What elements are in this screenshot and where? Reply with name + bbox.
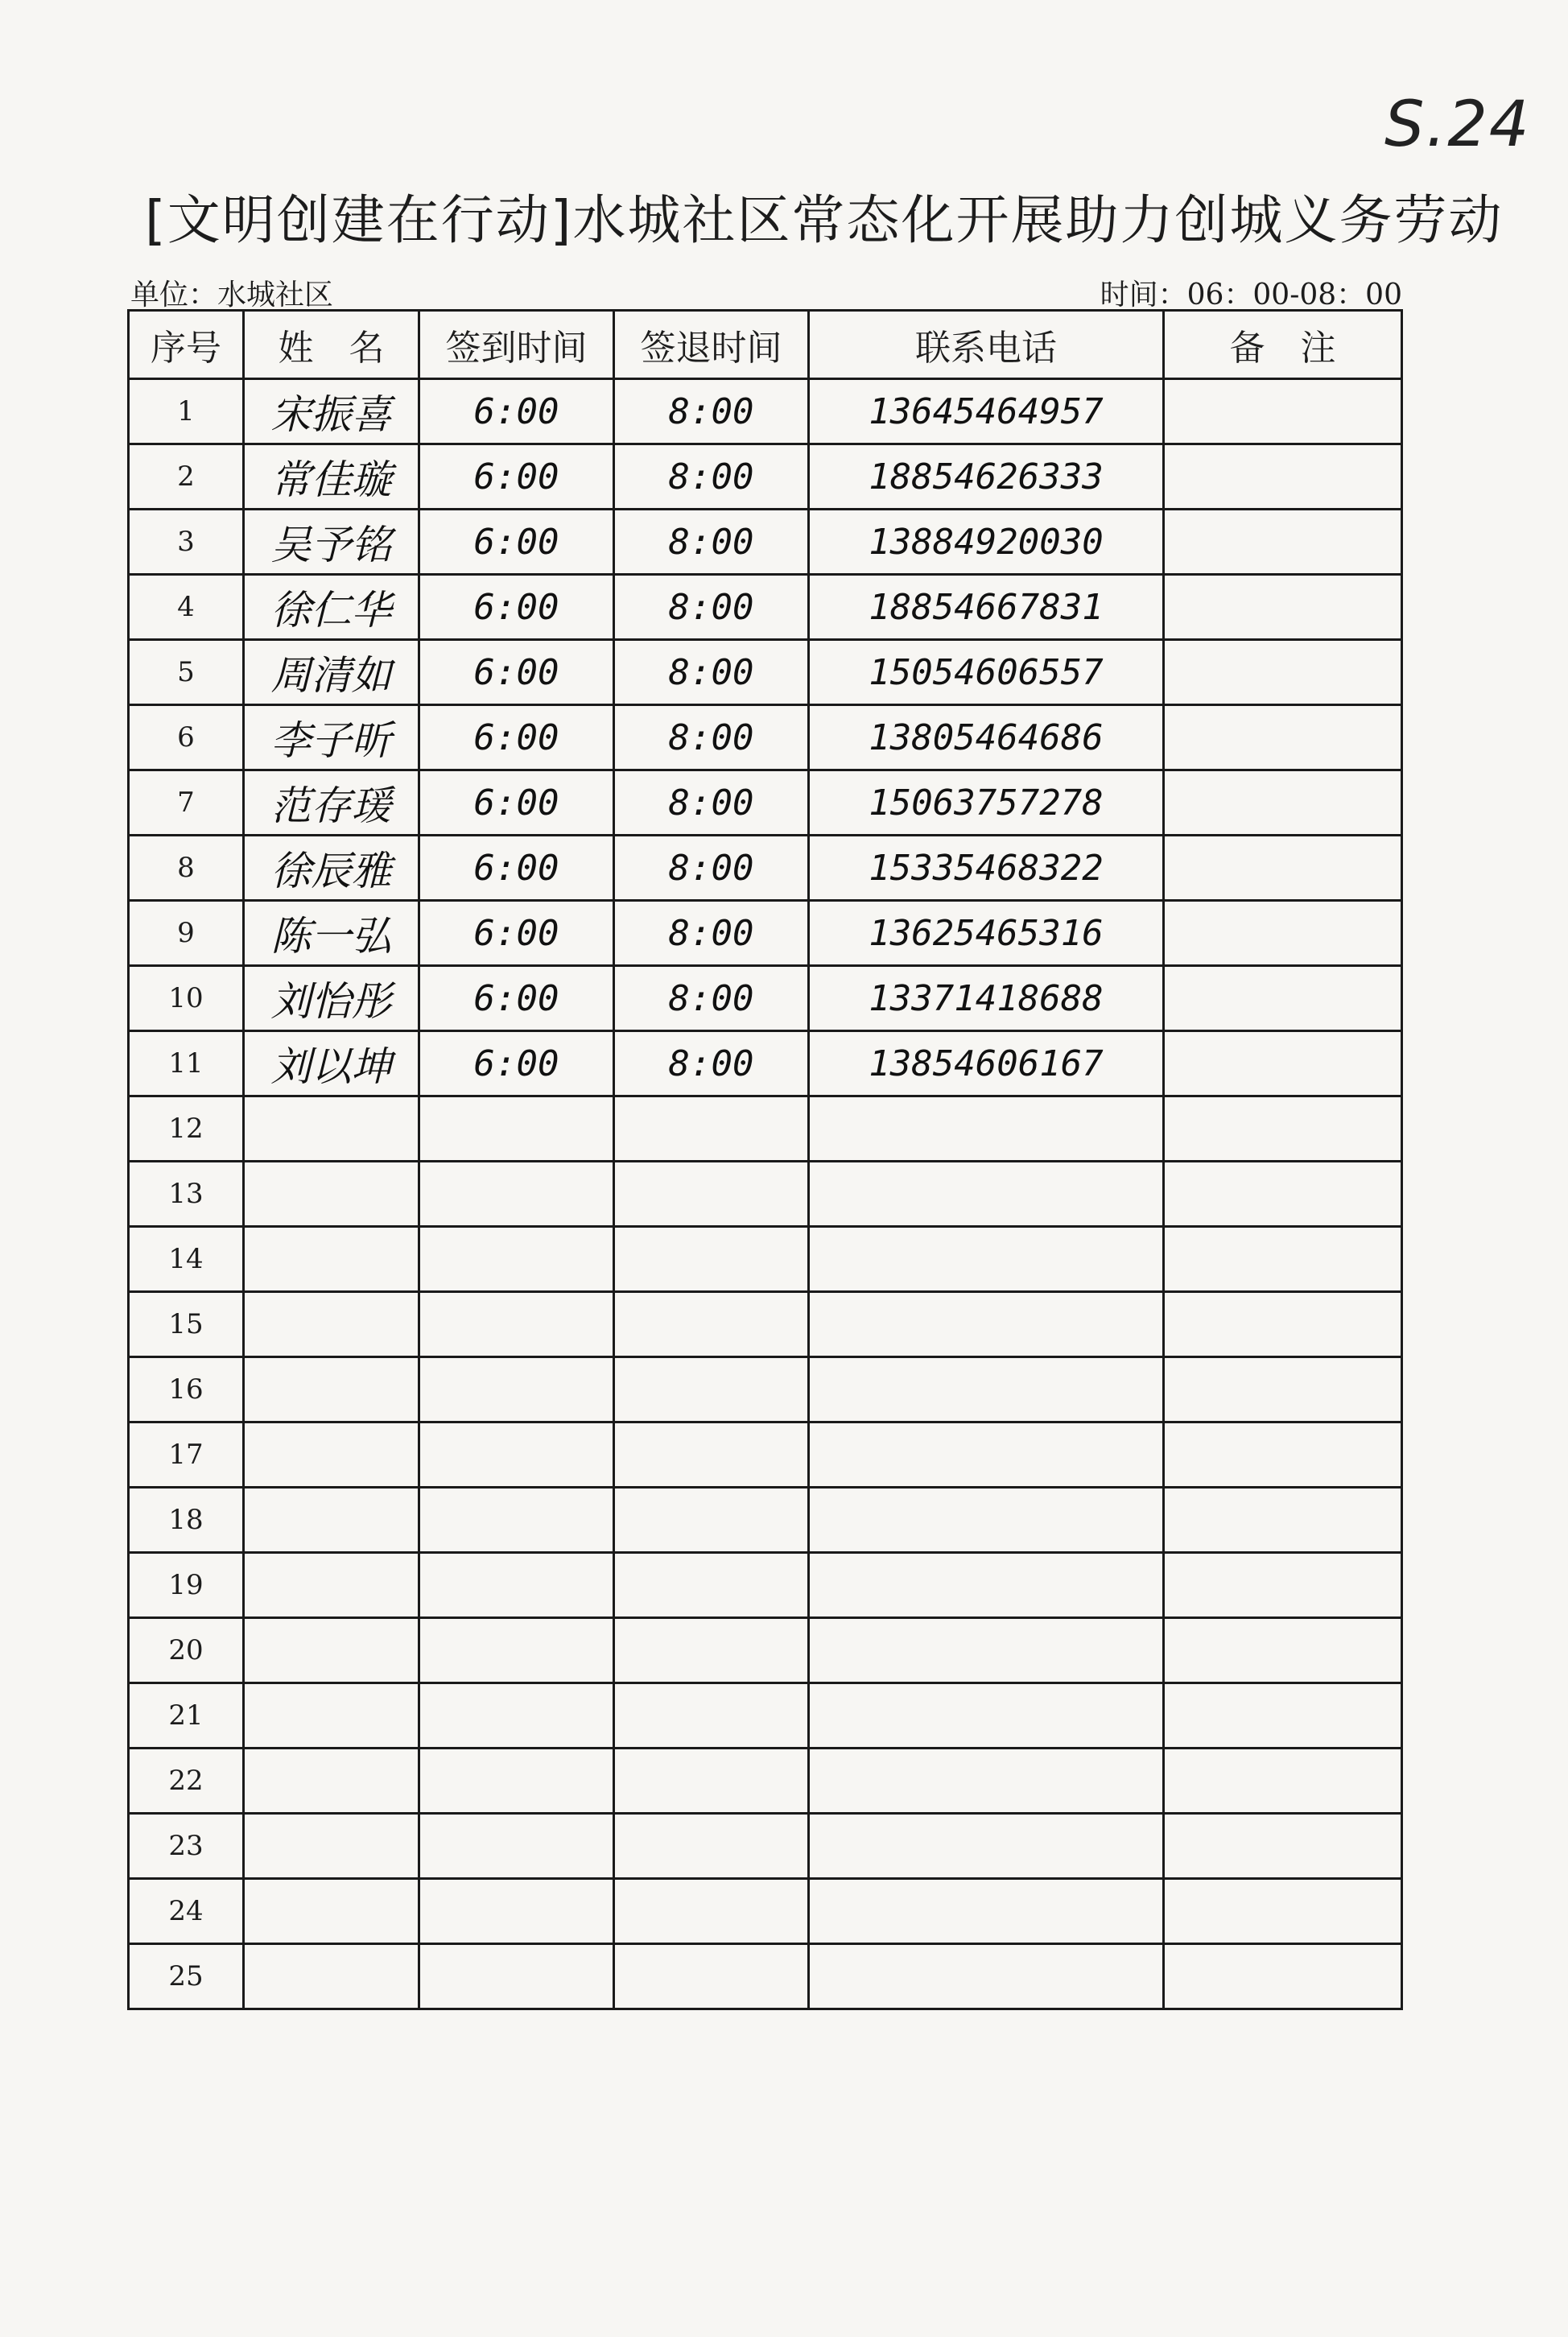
row-sign-out xyxy=(614,1227,809,1292)
row-index: 24 xyxy=(129,1879,244,1944)
row-note xyxy=(1164,1422,1402,1488)
header-note: 备 注 xyxy=(1164,311,1402,379)
row-sign-in xyxy=(419,1553,614,1618)
row-sign-in: 6:00 xyxy=(419,379,614,444)
row-name xyxy=(244,1096,419,1162)
row-phone: 18854626333 xyxy=(809,444,1164,510)
row-sign-out xyxy=(614,1096,809,1162)
row-sign-in xyxy=(419,1618,614,1683)
row-name xyxy=(244,1879,419,1944)
table-row xyxy=(129,1749,1402,1814)
row-sign-out xyxy=(614,1292,809,1357)
table-row xyxy=(129,1944,1402,2009)
table-row xyxy=(129,1292,1402,1357)
row-sign-in: 6:00 xyxy=(419,1031,614,1096)
row-sign-out: 8:00 xyxy=(614,966,809,1031)
table-row xyxy=(129,966,1402,1031)
row-phone: 13645464957 xyxy=(809,379,1164,444)
row-phone xyxy=(809,1227,1164,1292)
table-row xyxy=(129,1031,1402,1096)
row-phone xyxy=(809,1162,1164,1227)
row-sign-out xyxy=(614,1944,809,2009)
row-name: 李子昕 xyxy=(244,705,419,770)
row-phone: 15054606557 xyxy=(809,640,1164,705)
table-row xyxy=(129,1357,1402,1422)
table-row xyxy=(129,1096,1402,1162)
row-sign-out: 8:00 xyxy=(614,444,809,510)
row-note xyxy=(1164,1879,1402,1944)
row-name xyxy=(244,1944,419,2009)
row-note xyxy=(1164,1162,1402,1227)
row-phone: 18854667831 xyxy=(809,575,1164,640)
row-sign-in xyxy=(419,1357,614,1422)
attendance-table xyxy=(127,309,1403,2010)
row-note xyxy=(1164,1488,1402,1553)
row-name: 范存瑗 xyxy=(244,770,419,836)
row-sign-out xyxy=(614,1618,809,1683)
row-index: 15 xyxy=(129,1292,244,1357)
row-index: 22 xyxy=(129,1749,244,1814)
row-sign-in xyxy=(419,1096,614,1162)
row-index: 2 xyxy=(129,444,244,510)
row-phone xyxy=(809,1553,1164,1618)
table-body xyxy=(129,379,1402,2009)
header-sign-in: 签到时间 xyxy=(419,311,614,379)
row-note xyxy=(1164,1814,1402,1879)
row-note xyxy=(1164,1357,1402,1422)
row-phone xyxy=(809,1488,1164,1553)
row-note xyxy=(1164,444,1402,510)
row-name: 徐辰雅 xyxy=(244,836,419,901)
table-row xyxy=(129,770,1402,836)
table-row xyxy=(129,1879,1402,1944)
row-name: 刘以坤 xyxy=(244,1031,419,1096)
row-phone: 13805464686 xyxy=(809,705,1164,770)
row-sign-in: 6:00 xyxy=(419,770,614,836)
table-row xyxy=(129,1814,1402,1879)
row-name xyxy=(244,1683,419,1749)
row-index: 8 xyxy=(129,836,244,901)
row-sign-in xyxy=(419,1292,614,1357)
table-row xyxy=(129,640,1402,705)
header-name: 姓 名 xyxy=(244,311,419,379)
row-phone xyxy=(809,1814,1164,1879)
row-name xyxy=(244,1162,419,1227)
row-note xyxy=(1164,1227,1402,1292)
row-sign-in: 6:00 xyxy=(419,575,614,640)
table-row xyxy=(129,510,1402,575)
row-note xyxy=(1164,379,1402,444)
row-index: 25 xyxy=(129,1944,244,2009)
document-title: [文明创建在行动]水城社区常态化开展助力创城义务劳动 xyxy=(145,189,1504,251)
row-index: 17 xyxy=(129,1422,244,1488)
row-name xyxy=(244,1357,419,1422)
header-phone: 联系电话 xyxy=(809,311,1164,379)
row-name xyxy=(244,1292,419,1357)
row-phone: 13371418688 xyxy=(809,966,1164,1031)
row-phone: 13854606167 xyxy=(809,1031,1164,1096)
row-sign-in: 6:00 xyxy=(419,640,614,705)
table-row xyxy=(129,1162,1402,1227)
row-note xyxy=(1164,1031,1402,1096)
table-row xyxy=(129,705,1402,770)
row-sign-in xyxy=(419,1879,614,1944)
row-index: 20 xyxy=(129,1618,244,1683)
row-name: 陈一弘 xyxy=(244,901,419,966)
row-phone xyxy=(809,1422,1164,1488)
row-index: 21 xyxy=(129,1683,244,1749)
row-note xyxy=(1164,836,1402,901)
row-name xyxy=(244,1814,419,1879)
row-sign-in: 6:00 xyxy=(419,444,614,510)
page-number: S.24 xyxy=(1384,89,1531,161)
row-index: 14 xyxy=(129,1227,244,1292)
row-index: 16 xyxy=(129,1357,244,1422)
row-sign-in xyxy=(419,1749,614,1814)
table-row xyxy=(129,379,1402,444)
row-name xyxy=(244,1618,419,1683)
row-sign-in xyxy=(419,1488,614,1553)
row-name xyxy=(244,1422,419,1488)
row-sign-out: 8:00 xyxy=(614,640,809,705)
table-row xyxy=(129,1553,1402,1618)
row-sign-in xyxy=(419,1422,614,1488)
row-sign-out: 8:00 xyxy=(614,836,809,901)
row-index: 4 xyxy=(129,575,244,640)
row-sign-out xyxy=(614,1814,809,1879)
row-phone: 15063757278 xyxy=(809,770,1164,836)
row-sign-out xyxy=(614,1749,809,1814)
row-index: 18 xyxy=(129,1488,244,1553)
row-sign-out xyxy=(614,1162,809,1227)
row-sign-out xyxy=(614,1422,809,1488)
row-note xyxy=(1164,770,1402,836)
row-index: 11 xyxy=(129,1031,244,1096)
row-phone: 13884920030 xyxy=(809,510,1164,575)
row-phone xyxy=(809,1944,1164,2009)
row-index: 19 xyxy=(129,1553,244,1618)
row-phone xyxy=(809,1749,1164,1814)
row-note xyxy=(1164,966,1402,1031)
table-row xyxy=(129,901,1402,966)
row-sign-in xyxy=(419,1162,614,1227)
row-sign-in xyxy=(419,1814,614,1879)
row-phone: 15335468322 xyxy=(809,836,1164,901)
row-sign-in: 6:00 xyxy=(419,510,614,575)
row-sign-out xyxy=(614,1488,809,1553)
row-name: 吴予铭 xyxy=(244,510,419,575)
row-name: 徐仁华 xyxy=(244,575,419,640)
table-header-row xyxy=(129,311,1402,379)
row-phone xyxy=(809,1292,1164,1357)
row-index: 1 xyxy=(129,379,244,444)
row-sign-out: 8:00 xyxy=(614,575,809,640)
table-row xyxy=(129,1422,1402,1488)
row-sign-out: 8:00 xyxy=(614,770,809,836)
row-phone xyxy=(809,1879,1164,1944)
row-phone xyxy=(809,1357,1164,1422)
row-name: 刘怡彤 xyxy=(244,966,419,1031)
row-sign-in: 6:00 xyxy=(419,901,614,966)
row-index: 3 xyxy=(129,510,244,575)
row-note xyxy=(1164,1749,1402,1814)
table-row xyxy=(129,575,1402,640)
table-row xyxy=(129,444,1402,510)
row-name xyxy=(244,1749,419,1814)
row-index: 10 xyxy=(129,966,244,1031)
row-phone xyxy=(809,1683,1164,1749)
row-note xyxy=(1164,1683,1402,1749)
row-note xyxy=(1164,510,1402,575)
row-sign-out: 8:00 xyxy=(614,1031,809,1096)
row-phone: 13625465316 xyxy=(809,901,1164,966)
row-name xyxy=(244,1227,419,1292)
row-note xyxy=(1164,1944,1402,2009)
row-sign-out xyxy=(614,1553,809,1618)
row-sign-in: 6:00 xyxy=(419,705,614,770)
row-name: 宋振喜 xyxy=(244,379,419,444)
row-sign-in xyxy=(419,1683,614,1749)
row-sign-in xyxy=(419,1227,614,1292)
table-row xyxy=(129,1227,1402,1292)
row-note xyxy=(1164,1292,1402,1357)
row-note xyxy=(1164,1096,1402,1162)
row-sign-in: 6:00 xyxy=(419,966,614,1031)
row-index: 12 xyxy=(129,1096,244,1162)
table-row xyxy=(129,1683,1402,1749)
row-sign-out xyxy=(614,1357,809,1422)
table-row xyxy=(129,1488,1402,1553)
row-name: 常佳璇 xyxy=(244,444,419,510)
row-note xyxy=(1164,1618,1402,1683)
row-name xyxy=(244,1553,419,1618)
unit-label: 单位：水城社区 xyxy=(130,279,334,312)
row-sign-out: 8:00 xyxy=(614,705,809,770)
row-index: 5 xyxy=(129,640,244,705)
row-index: 23 xyxy=(129,1814,244,1879)
row-index: 6 xyxy=(129,705,244,770)
header-index: 序号 xyxy=(129,311,244,379)
row-sign-in xyxy=(419,1944,614,2009)
row-sign-out: 8:00 xyxy=(614,379,809,444)
row-note xyxy=(1164,901,1402,966)
row-index: 7 xyxy=(129,770,244,836)
table-row xyxy=(129,836,1402,901)
table-row xyxy=(129,1618,1402,1683)
header-sign-out: 签退时间 xyxy=(614,311,809,379)
row-name xyxy=(244,1488,419,1553)
row-sign-in: 6:00 xyxy=(419,836,614,901)
time-label: 时间：06：00-08：00 xyxy=(1100,279,1402,312)
row-sign-out xyxy=(614,1683,809,1749)
row-index: 13 xyxy=(129,1162,244,1227)
row-index: 9 xyxy=(129,901,244,966)
row-sign-out: 8:00 xyxy=(614,901,809,966)
row-name: 周清如 xyxy=(244,640,419,705)
row-sign-out xyxy=(614,1879,809,1944)
row-note xyxy=(1164,640,1402,705)
row-note xyxy=(1164,705,1402,770)
row-note xyxy=(1164,1553,1402,1618)
row-sign-out: 8:00 xyxy=(614,510,809,575)
row-phone xyxy=(809,1096,1164,1162)
row-phone xyxy=(809,1618,1164,1683)
row-note xyxy=(1164,575,1402,640)
